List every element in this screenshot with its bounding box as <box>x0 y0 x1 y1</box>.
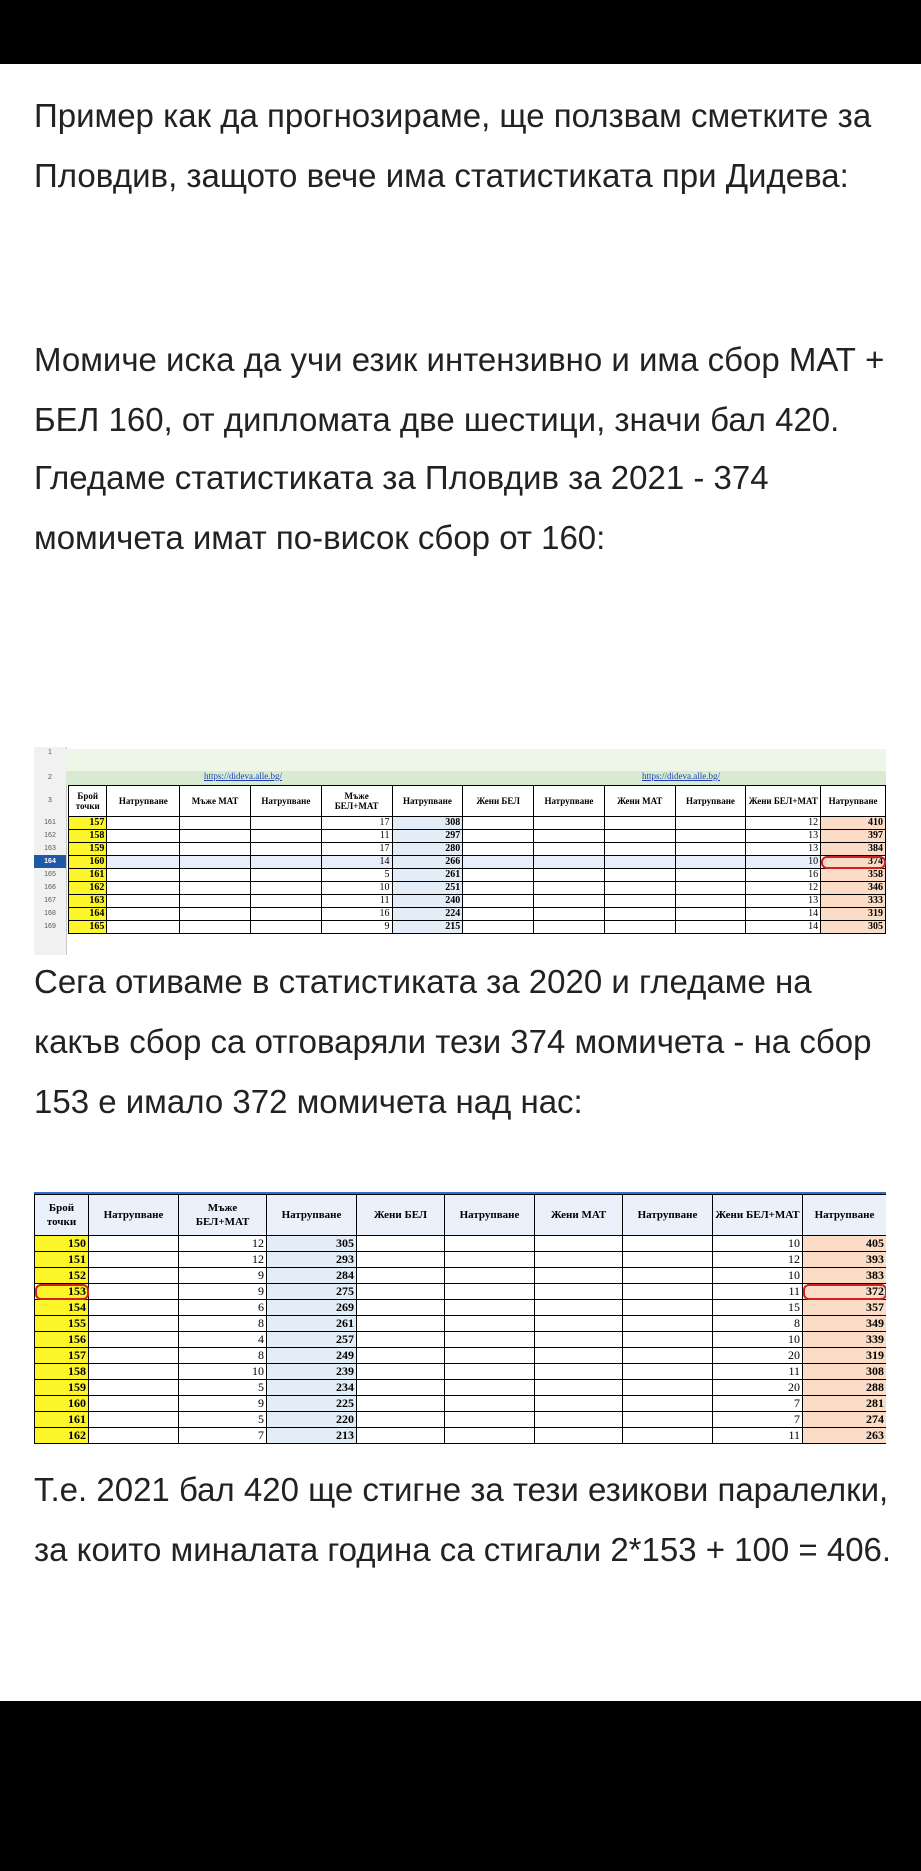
statistics-table-2020 <box>34 1194 886 1444</box>
points-cell: 165 <box>69 921 107 934</box>
status-bar <box>0 0 921 64</box>
row-number: 161 <box>44 819 56 826</box>
women-accumulation-cell: 333 <box>821 895 886 908</box>
men-accumulation-cell: 261 <box>392 869 463 882</box>
column-header: Жени БЕЛ <box>357 1195 445 1236</box>
row-number: 2 <box>48 774 52 781</box>
men-cell: 6 <box>179 1300 267 1316</box>
men-accumulation-cell: 249 <box>267 1348 357 1364</box>
women-accumulation-cell: 393 <box>803 1252 887 1268</box>
women-cell: 14 <box>746 908 821 921</box>
points-cell: 159 <box>35 1380 89 1396</box>
row-number: 166 <box>44 884 56 891</box>
sheet-title-row <box>66 749 886 772</box>
table-row <box>35 1428 887 1444</box>
women-cell: 20 <box>713 1380 803 1396</box>
women-cell: 20 <box>713 1348 803 1364</box>
women-cell: 12 <box>713 1252 803 1268</box>
men-cell: 9 <box>321 921 392 934</box>
women-cell: 16 <box>746 869 821 882</box>
column-header: Натрупване <box>675 786 746 817</box>
column-header: Жени МАТ <box>604 786 675 817</box>
statistics-table-2021 <box>68 785 886 934</box>
men-accumulation-cell: 220 <box>267 1412 357 1428</box>
men-cell: 9 <box>179 1268 267 1284</box>
table-row <box>35 1332 887 1348</box>
column-header: Натрупване <box>107 786 180 817</box>
women-accumulation-cell: 410 <box>821 817 886 830</box>
column-header: Натрупване <box>392 786 463 817</box>
table-row <box>35 1396 887 1412</box>
women-cell: 14 <box>746 921 821 934</box>
women-accumulation-cell: 358 <box>821 869 886 882</box>
women-accumulation-cell: 308 <box>803 1364 887 1380</box>
men-accumulation-cell: 297 <box>392 830 463 843</box>
men-cell: 7 <box>179 1428 267 1444</box>
men-cell: 9 <box>179 1396 267 1412</box>
women-accumulation-cell: 357 <box>803 1300 887 1316</box>
points-cell: 155 <box>35 1316 89 1332</box>
women-cell: 13 <box>746 830 821 843</box>
column-header: Натрупване <box>267 1195 357 1236</box>
table-row <box>69 830 886 843</box>
men-accumulation-cell: 261 <box>267 1316 357 1332</box>
paragraph-2021-statistics: Гледаме статистиката за Пловдив за 2021 - 374 момичета имат по-висок сбор от 160: <box>34 459 769 556</box>
men-cell: 12 <box>179 1252 267 1268</box>
column-header: Мъже МАТ <box>180 786 251 817</box>
paragraph-conclusion: Т.е. 2021 бал 420 ще стигне за тези езикови паралелки, за които миналата година са стигали 2*153 + 100 = 406. <box>34 1471 892 1568</box>
column-header: Натрупване <box>534 786 605 817</box>
row-number-column <box>34 747 67 955</box>
women-cell: 8 <box>713 1316 803 1332</box>
column-header: Жени БЕЛ <box>463 786 534 817</box>
row-number: 167 <box>44 897 56 904</box>
women-cell: 13 <box>746 895 821 908</box>
column-header: Натрупване <box>250 786 321 817</box>
points-cell: 162 <box>35 1428 89 1444</box>
women-accumulation-cell: 288 <box>803 1380 887 1396</box>
points-cell: 157 <box>35 1348 89 1364</box>
men-cell: 10 <box>179 1364 267 1380</box>
column-header: Натрупване <box>89 1195 179 1236</box>
women-cell: 10 <box>713 1268 803 1284</box>
men-cell: 17 <box>321 843 392 856</box>
men-accumulation-cell: 284 <box>267 1268 357 1284</box>
table-row <box>35 1364 887 1380</box>
men-cell: 5 <box>179 1412 267 1428</box>
column-header: Брой точки <box>69 786 107 817</box>
men-accumulation-cell: 251 <box>392 882 463 895</box>
women-accumulation-cell: 263 <box>803 1428 887 1444</box>
column-header: Брой точки <box>35 1195 89 1236</box>
column-header: Жени БЕЛ+МАТ <box>746 786 821 817</box>
table-row <box>35 1412 887 1428</box>
points-cell: 161 <box>69 869 107 882</box>
paragraph-example: Момиче иска да учи език интензивно и има сбор МАТ + БЕЛ 160, от дипломата две шестици, значи бал 420. <box>34 341 885 438</box>
men-accumulation-cell: 239 <box>267 1364 357 1380</box>
men-cell: 11 <box>321 830 392 843</box>
table-row <box>69 843 886 856</box>
row-number: 169 <box>44 923 56 930</box>
women-cell: 13 <box>746 843 821 856</box>
column-header: Натрупване <box>445 1195 535 1236</box>
points-cell: 164 <box>69 908 107 921</box>
women-accumulation-cell: 405 <box>803 1236 887 1252</box>
men-cell: 8 <box>179 1316 267 1332</box>
men-cell: 17 <box>321 817 392 830</box>
women-cell: 12 <box>746 817 821 830</box>
women-accumulation-cell: 383 <box>803 1268 887 1284</box>
dideva-link-right[interactable]: https://dideva.alle.bg/ <box>642 771 720 781</box>
row-number: 3 <box>48 797 52 804</box>
points-cell: 161 <box>35 1412 89 1428</box>
women-accumulation-cell: 305 <box>821 921 886 934</box>
table-row <box>69 921 886 934</box>
spreadsheet-screenshot-2020 <box>34 1190 886 1492</box>
men-accumulation-cell: 280 <box>392 843 463 856</box>
row-number: 1 <box>48 749 52 756</box>
men-accumulation-cell: 257 <box>267 1332 357 1348</box>
points-cell: 154 <box>35 1300 89 1316</box>
men-accumulation-cell: 305 <box>267 1236 357 1252</box>
column-header: Жени БЕЛ+МАТ <box>713 1195 803 1236</box>
column-header: Натрупване <box>623 1195 713 1236</box>
men-accumulation-cell: 266 <box>392 856 463 869</box>
row-number: 162 <box>44 832 56 839</box>
points-cell: 163 <box>69 895 107 908</box>
table-row <box>69 895 886 908</box>
women-cell: 11 <box>713 1284 803 1300</box>
women-accumulation-cell: 384 <box>821 843 886 856</box>
women-accumulation-cell: 339 <box>803 1332 887 1348</box>
table-row <box>35 1236 887 1252</box>
women-accumulation-cell: 319 <box>803 1348 887 1364</box>
points-cell: 158 <box>35 1364 89 1380</box>
row-number: 165 <box>44 871 56 878</box>
table-row <box>69 869 886 882</box>
men-accumulation-cell: 224 <box>392 908 463 921</box>
points-cell: 160 <box>69 856 107 869</box>
men-cell: 9 <box>179 1284 267 1300</box>
men-cell: 8 <box>179 1348 267 1364</box>
women-cell: 7 <box>713 1396 803 1412</box>
dideva-link-left[interactable]: https://dideva.alle.bg/ <box>204 771 282 781</box>
points-cell: 151 <box>35 1252 89 1268</box>
points-cell: 156 <box>35 1332 89 1348</box>
navigation-bar <box>0 1701 921 1871</box>
column-header: Мъже БЕЛ+МАТ <box>179 1195 267 1236</box>
men-accumulation-cell: 275 <box>267 1284 357 1300</box>
column-header: Мъже БЕЛ+МАТ <box>321 786 392 817</box>
post-content <box>0 64 921 1701</box>
women-accumulation-cell: 349 <box>803 1316 887 1332</box>
column-header: Натрупване <box>803 1195 887 1236</box>
paragraph-2020-statistics: Сега отиваме в статистиката за 2020 и гледаме на какъв сбор са отговаряли тези 374 момичета - на сбор 153 е имало 372 момичета над нас: <box>34 963 872 1120</box>
women-cell: 7 <box>713 1412 803 1428</box>
points-cell: 152 <box>35 1268 89 1284</box>
women-accumulation-cell: 346 <box>821 882 886 895</box>
highlighted-cell-372: 372 <box>803 1284 887 1300</box>
table-row <box>35 1284 887 1300</box>
men-accumulation-cell: 269 <box>267 1300 357 1316</box>
men-cell: 10 <box>321 882 392 895</box>
women-accumulation-cell: 281 <box>803 1396 887 1412</box>
women-cell: 11 <box>713 1428 803 1444</box>
women-cell: 10 <box>713 1236 803 1252</box>
men-cell: 12 <box>179 1236 267 1252</box>
table-header-row <box>69 786 886 817</box>
men-accumulation-cell: 234 <box>267 1380 357 1396</box>
row-number: 163 <box>44 845 56 852</box>
row-number: 168 <box>44 910 56 917</box>
men-accumulation-cell: 213 <box>267 1428 357 1444</box>
spreadsheet-screenshot-2021 <box>34 747 886 955</box>
men-accumulation-cell: 308 <box>392 817 463 830</box>
men-cell: 5 <box>179 1380 267 1396</box>
women-cell: 10 <box>713 1332 803 1348</box>
column-header: Натрупване <box>821 786 886 817</box>
women-accumulation-cell: 319 <box>821 908 886 921</box>
table-row <box>35 1300 887 1316</box>
women-cell: 15 <box>713 1300 803 1316</box>
points-cell: 158 <box>69 830 107 843</box>
points-cell: 159 <box>69 843 107 856</box>
table-row <box>35 1316 887 1332</box>
table-header-row <box>35 1195 887 1236</box>
men-cell: 16 <box>321 908 392 921</box>
women-accumulation-cell: 274 <box>803 1412 887 1428</box>
men-accumulation-cell: 225 <box>267 1396 357 1412</box>
highlighted-cell-374: 374 <box>821 856 886 869</box>
column-header: Жени МАТ <box>535 1195 623 1236</box>
table-row <box>69 908 886 921</box>
men-cell: 14 <box>321 856 392 869</box>
women-cell: 10 <box>746 856 821 869</box>
table-row <box>35 1252 887 1268</box>
men-accumulation-cell: 293 <box>267 1252 357 1268</box>
women-accumulation-cell: 397 <box>821 830 886 843</box>
men-accumulation-cell: 215 <box>392 921 463 934</box>
women-cell: 12 <box>746 882 821 895</box>
men-cell: 5 <box>321 869 392 882</box>
table-row-selected <box>69 856 886 869</box>
men-accumulation-cell: 240 <box>392 895 463 908</box>
link-row <box>66 771 886 785</box>
paragraph-intro: Пример как да прогнозираме, ще ползвам сметките за Пловдив, защото вече има статистиката при Дидева: <box>34 97 872 194</box>
table-row <box>35 1348 887 1364</box>
men-cell: 11 <box>321 895 392 908</box>
points-cell: 162 <box>69 882 107 895</box>
points-cell: 150 <box>35 1236 89 1252</box>
men-cell: 4 <box>179 1332 267 1348</box>
points-cell: 160 <box>35 1396 89 1412</box>
points-cell: 157 <box>69 817 107 830</box>
highlighted-cell-153: 153 <box>35 1284 89 1300</box>
table-row <box>69 882 886 895</box>
women-cell: 11 <box>713 1364 803 1380</box>
table-row <box>69 817 886 830</box>
table-row <box>35 1380 887 1396</box>
row-number-selected: 164 <box>34 855 66 868</box>
table-row <box>35 1268 887 1284</box>
